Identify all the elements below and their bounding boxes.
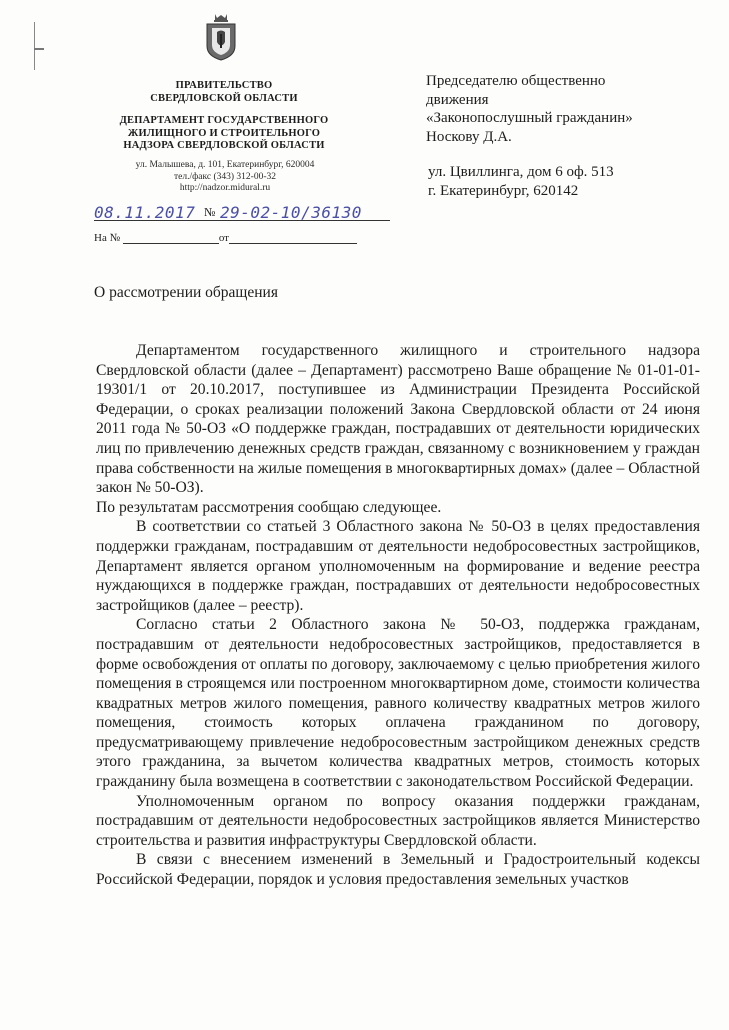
paragraph-2: В соответствии со статьей 3 Областного закона № 50-ОЗ в целях предоставления поддержки гражданам, пострадавшим от деятельности недобросовестных застройщиков, Департамент является органом уполномоченным на формирование и ведение реестра нуждающихся в поддержке граждан, пострадавших от деятельности недобросовестных застройщиков (далее – реестр). bbox=[96, 518, 700, 614]
reply-number-label: На № bbox=[94, 232, 121, 244]
reply-reference-line bbox=[94, 232, 357, 244]
recipient-block bbox=[426, 72, 686, 200]
number-sign: № bbox=[204, 205, 216, 219]
government-name-line1: ПРАВИТЕЛЬСТВО bbox=[175, 80, 273, 91]
reply-from-label: от bbox=[218, 232, 229, 244]
government-name-line2: СВЕРДЛОВСКОЙ ОБЛАСТИ bbox=[150, 92, 298, 104]
letter-subject: О рассмотрении обращения bbox=[94, 284, 278, 301]
recipient-line1: Председателю общественно bbox=[426, 73, 606, 89]
recipient-street: ул. Цвиллинга, дом 6 оф. 513 bbox=[428, 164, 614, 180]
recipient-name: Носкову Д.А. bbox=[426, 128, 512, 145]
sender-website: http://nadzor.midural.ru bbox=[179, 183, 271, 193]
recipient-line2: движения bbox=[426, 91, 489, 108]
recipient-city: г. Екатеринбург, 620142 bbox=[428, 182, 579, 199]
handwritten-date: 08.11.2017 bbox=[94, 203, 196, 222]
department-name-line3: НАДЗОРА СВЕРДЛОВСКОЙ ОБЛАСТИ bbox=[123, 140, 325, 151]
paragraph-4: Уполномоченным органом по вопросу оказания поддержки гражданам, пострадавшим от деятельности недобросовестных застройщиков является Министерство строительства и развития инфраструктуры Свердловской области. bbox=[96, 792, 700, 849]
sender-phone: тел./факс (343) 312-00-32 bbox=[174, 171, 276, 182]
reply-number-blank bbox=[123, 233, 219, 244]
paragraph-1b: По результатам рассмотрения сообщаю следующее. bbox=[96, 498, 442, 516]
coat-of-arms-icon bbox=[203, 12, 239, 62]
sender-contacts bbox=[110, 160, 340, 195]
recipient-line3: «Законопослушный гражданин» bbox=[426, 110, 633, 126]
scan-edge-tick bbox=[34, 48, 44, 50]
reply-date-blank bbox=[229, 233, 357, 244]
sender-header bbox=[96, 80, 352, 153]
registration-line bbox=[94, 198, 390, 221]
scan-edge-mark bbox=[34, 22, 43, 70]
department-name-line2: ЖИЛИЩНОГО И СТРОИТЕЛЬНОГО bbox=[127, 127, 321, 139]
sender-address: ул. Малышева, д. 101, Екатеринбург, 620004 bbox=[135, 160, 315, 170]
handwritten-reg-number: 29-02-10/36130 bbox=[220, 203, 362, 222]
department-name-line1: ДЕПАРТАМЕНТ ГОСУДАРСТВЕННОГО bbox=[119, 115, 329, 126]
paragraph-3: Согласно статьи 2 Областного закона № 50-ОЗ, поддержка гражданам, пострадавшим от деятельности недобросовестных застройщиков, предоставляется в форме освобождения от оплаты по договору, заключаемому с целью приобретения жилого помещения в строящемся или построенном многоквартирном доме, стоимости количества квадратных метров жилого помещения, равного количеству квадратных метров жилого помещения, стоимость которых оплачена гражданином по договору, предусматривающему привлечение недобросовестным застройщиком денежных средств этого гражданина, за вычетом количества квадратных метров, стоимость которых гражданину была возмещена в соответствии с законодательством Российской Федерации. bbox=[96, 616, 700, 791]
letter-body bbox=[96, 341, 700, 890]
paragraph-1: Департаментом государственного жилищного и строительного надзора Свердловской области (далее – Департамент) рассмотрено Ваше обращение № 01-01-01-19301/1 от 20.10.2017, поступившее из Администрации Президента Российской Федерации, о сроках реализации положений Закона Свердловской области от 24 июня 2011 года № 50-ОЗ «О поддержке граждан, пострадавших от деятельности юридических лиц по привлечению денежных средств граждан, связанному с возникновением у граждан права собственности на жилые помещения в многоквартирных домах» (далее – Областной закон № 50-ОЗ). bbox=[96, 342, 700, 497]
paragraph-5: В связи с внесением изменений в Земельный и Градостроительный кодексы Российской Федерации, порядок и условия предоставления земельных участков bbox=[96, 851, 700, 889]
